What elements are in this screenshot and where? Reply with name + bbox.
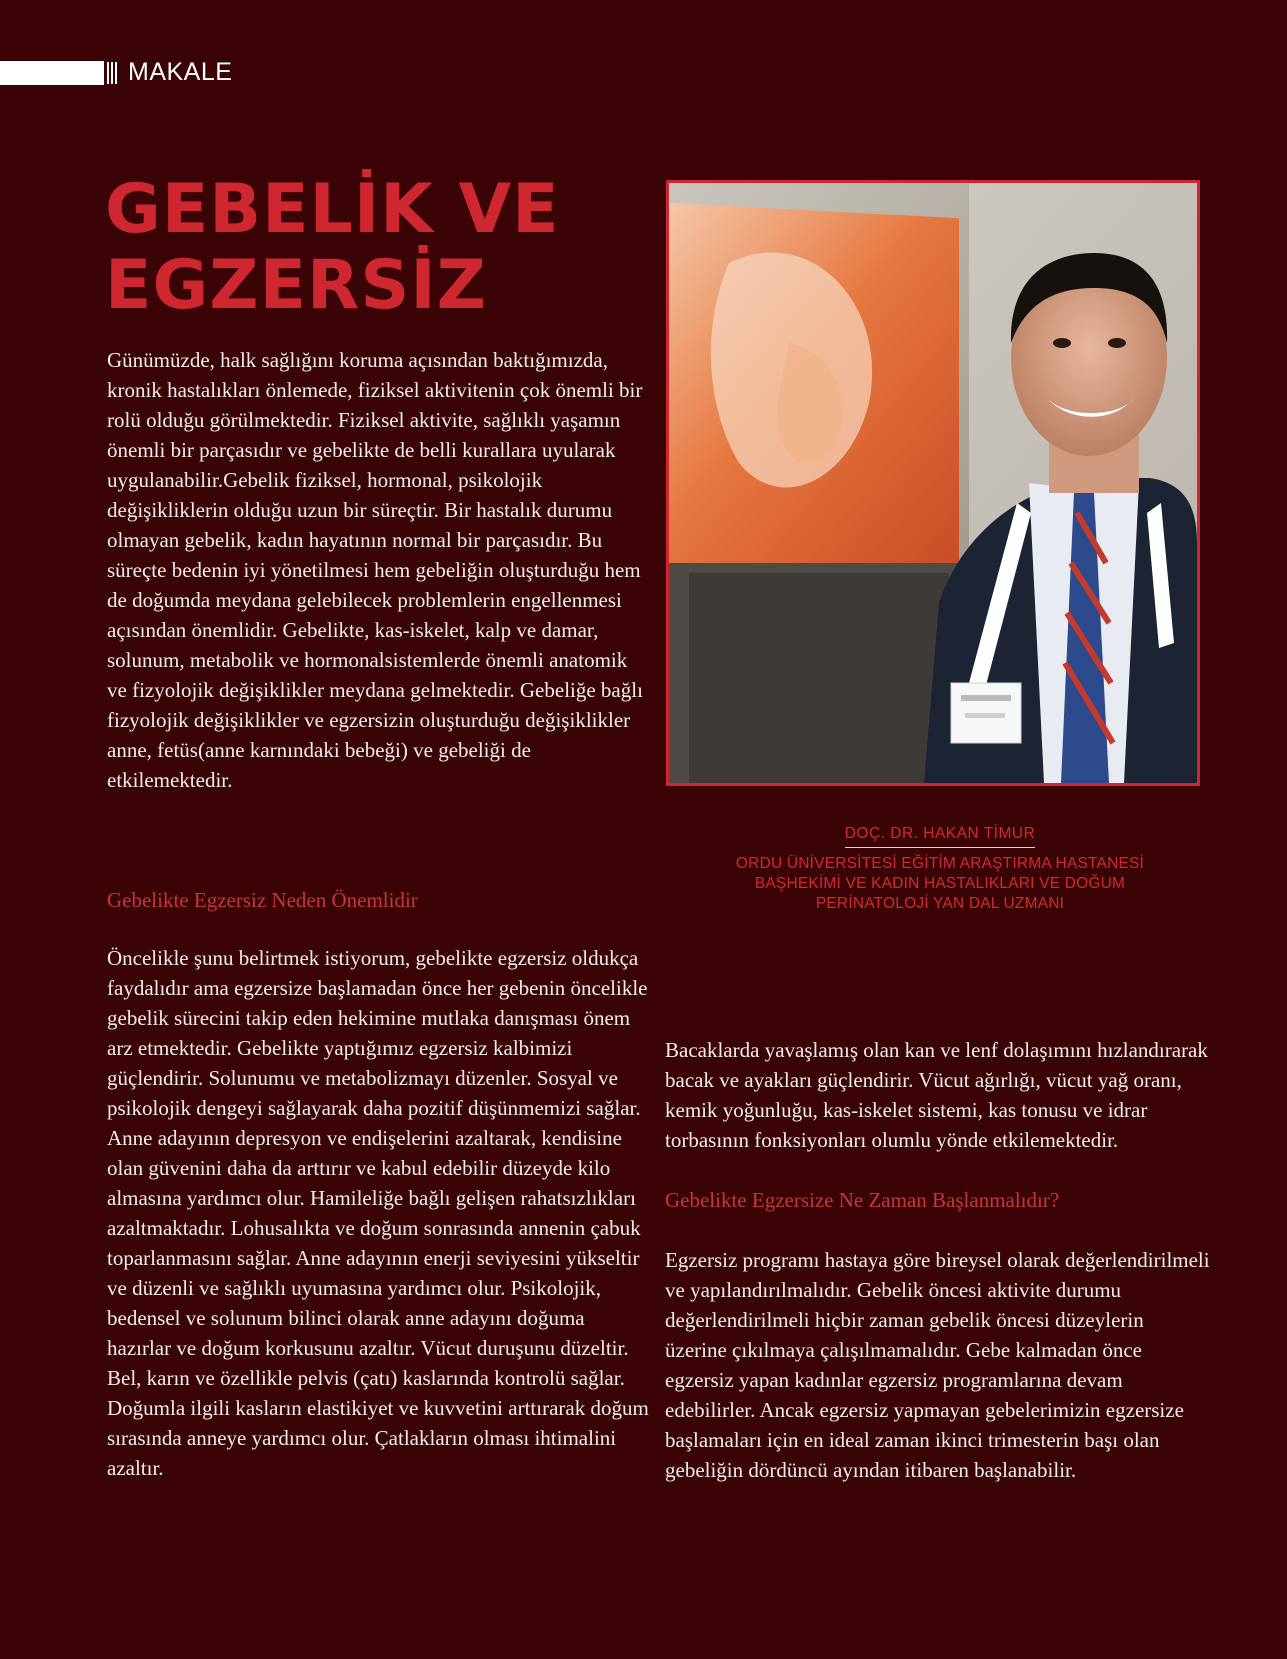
author-role-line-1: ORDU ÜNİVERSİTESİ EĞİTİM ARAŞTIRMA HASTANESİ bbox=[735, 855, 1145, 872]
article-title bbox=[105, 172, 665, 324]
section-1-column bbox=[107, 885, 652, 1483]
section-2-paragraph: Egzersiz programı hastaya göre bireysel olarak değerlendirilmeli ve yapılandırılmalıdır. Gebelik öncesi aktivite durumu değerlendirilmeli hiçbir zaman gebelik öncesi düzeylerin üzerine çıkılmaya çalışılmamalıdır. Gebe kalmadan önce egzersiz yapan kadınlar egzersiz programlarına devam edebilirler. Ancak egzersiz yapmayan gebelerimizin egzersize başlamaları için en ideal zaman ikinci trimesterin başı olan gebeliğin dördüncü ayından itibaren başlanabilir. bbox=[665, 1248, 1210, 1482]
section-2-heading: Gebelikte Egzersize Ne Zaman Başlanmalıdır? bbox=[665, 1188, 1060, 1212]
header-bar bbox=[0, 61, 104, 85]
author-photo-illustration bbox=[669, 183, 1197, 783]
author-photo bbox=[666, 180, 1200, 786]
section-1-heading: Gebelikte Egzersiz Neden Önemlidir bbox=[107, 888, 418, 912]
author-role-line-2: BAŞHEKİMİ VE KADIN HASTALIKLARI VE DOĞUM bbox=[754, 875, 1126, 892]
intro-paragraph: Günümüzde, halk sağlığını koruma açısından baktığımızda, kronik hastalıkları önlemede, fiziksel aktivitenin çok önemli bir rolü olduğu görülmektedir. Fiziksel aktivite, sağlıklı yaşamın önemli bir parçasıdır ve gebelikte de belli kurallara uyularak uygulanabilir.Gebelik fiziksel, hormonal, psikolojik değişikliklerin olduğu uzun bir süreçtir. Bir hastalık durumu olmayan gebelik, kadın hayatının normal bir parçasıdır. Bu süreçte bedenin iyi yönetilmesi hem gebeliğin oluşturduğu hem de doğumda meydana gelebilecek problemlerin engellenmesi açısından önemlidir. Gebelikte, kas-iskelet, kalp ve damar, solunum, metabolik ve hormonalsistemlerde önemli anatomik ve fizyolojik değişiklikler meydana gelmektedir. Gebeliğe bağlı fizyolojik değişiklikler ve egzersizin oluşturduğu değişiklikler anne, fetüs(anne karnındaki bebeği) ve gebeliği de etkilemektedir. bbox=[107, 348, 643, 792]
title-line-2: EGZERSİZ bbox=[105, 246, 487, 325]
section-1-continuation: Bacaklarda yavaşlamış olan kan ve lenf dolaşımını hızlandırarak bacak ve ayakları güçlendirir. Vücut ağırlığı, vücut yağ oranı, kemik yoğunluğu, kas-iskelet sistemi, kas tonusu ve idrar torbasının fonksiyonları olumlu yönde etkilemektedir. bbox=[665, 1038, 1208, 1152]
right-column bbox=[665, 1035, 1210, 1485]
author-role bbox=[700, 854, 1180, 914]
author-name: DOÇ. DR. HAKAN TİMUR bbox=[845, 825, 1036, 848]
author-caption bbox=[700, 825, 1180, 914]
intro-column bbox=[107, 345, 652, 795]
section-1-paragraph: Öncelikle şunu belirtmek istiyorum, gebelikte egzersiz oldukça faydalıdır ama egzersize başlamadan önce her gebenin öncelikle gebelik sürecini takip eden hekimine mutlaka danışması önem arz etmektedir. Gebelikte yaptığımız egzersiz kalbimizi güçlendirir. Solunumu ve metabolizmayı düzenler. Sosyal ve psikolojik dengeyi sağlayarak daha pozitif düşünmemizi sağlar. Anne adayının depresyon ve endişelerini azaltarak, kendisine olan güvenini daha da arttırır ve kabul edebilir düzeyde kilo almasına yardımcı olur. Hamileliğe bağlı gelişen rahatsızlıkları azaltmaktadır. Lohusalıkta ve doğum sonrasında annenin çabuk toparlanmasını sağlar. Anne adayının enerji seviyesini yükseltir ve düzenli ve sağlıklı uyumasına yardımcı olur. Psikolojik, bedensel ve solunum bilinci olarak anne adayını doğuma hazırlar ve doğum korkusunu azaltır. Vücut duruşunu düzeltir. Bel, karın ve özellikle pelvis (çatı) kaslarında kontrolü sağlar. Doğumla ilgili kasların elastikiyet ve kuvvetini arttırarak doğum sırasında anneye yardımcı olur. Çatlakların olması ihtimalini azaltır. bbox=[107, 946, 649, 1480]
author-role-line-3: PERİNATOLOJİ YAN DAL UZMANI bbox=[815, 895, 1065, 912]
title-line-1: GEBELİK VE bbox=[105, 170, 560, 249]
section-label: MAKALE bbox=[128, 58, 233, 86]
section-marker-icon bbox=[107, 62, 119, 84]
